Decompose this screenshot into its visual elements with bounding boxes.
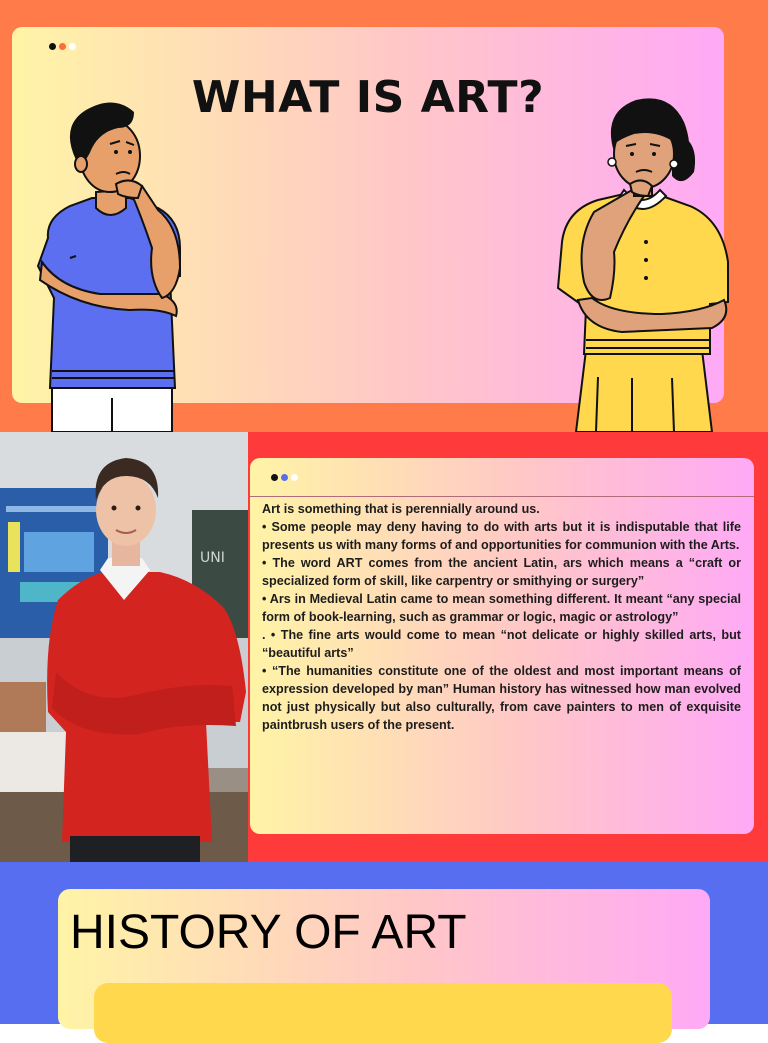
paragraph: . • The fine arts would come to mean “not delicate or highly skilled arts, but “beautiful arts” xyxy=(262,628,741,660)
paragraph: • Ars in Medieval Latin came to mean something different. It meant “any special form of book-learning, such as grammar or logic, magic or astrology” xyxy=(262,592,741,624)
man-in-red-sweater-photo xyxy=(0,432,248,862)
svg-text:UNI: UNI xyxy=(200,550,225,566)
paragraph: • Some people may deny having to do with arts but it is indisputable that life presents us with many forms of and opportunities for communion with the Arts. xyxy=(262,520,741,552)
page-title: WHAT IS ART? xyxy=(191,72,545,123)
history-title: HISTORY OF ART xyxy=(70,906,467,959)
card-divider xyxy=(250,496,754,497)
window-dots-icon xyxy=(271,474,298,481)
paragraph: • “The humanities constitute one of the oldest and most important means of expression developed by man” Human history has witnessed how man evolved not just physically but also culturally, from cave painters to men of exquisite paintbrush users of the present. xyxy=(262,664,741,732)
paragraph: • The word ART comes from the ancient Latin, ars which means a “craft or specialized form of skill, like carpentry or smithying or surgery” xyxy=(262,556,741,588)
thinking-woman-illustration xyxy=(552,92,734,432)
window-dots-icon xyxy=(49,43,76,50)
thinking-man-illustration xyxy=(30,98,190,432)
paragraph: Art is something that is perennially around us. xyxy=(262,502,540,516)
history-content-box xyxy=(94,983,672,1043)
definition-text xyxy=(262,500,741,734)
